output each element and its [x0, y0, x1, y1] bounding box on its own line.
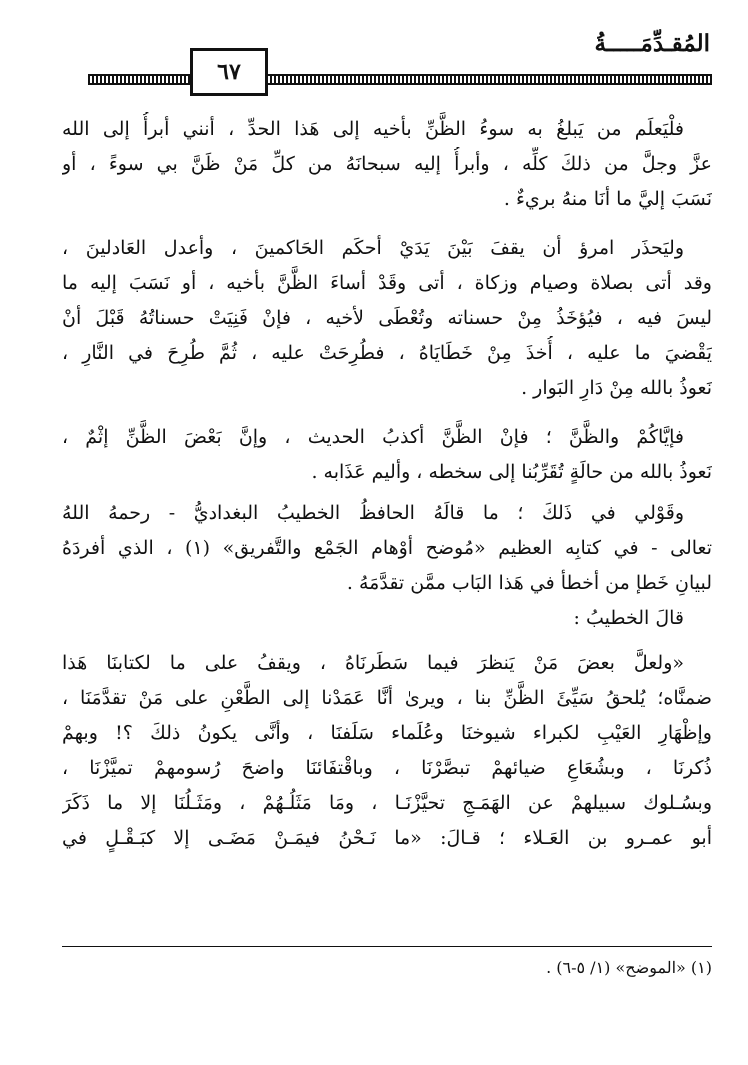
text-line: ضمنَّاه؛ يُلحقُ سَيِّئَ الظَّنِّ بنا ، ويرىٰ أنَّا عَمَدْنا إلى الطَّعْنِ على مَنْ تقدَّمَنَا ،: [62, 687, 712, 709]
text-line: فلْيَعلَم من يَبلغُ به سوءُ الظَّنِّ بأخيه إلى هَذا الحدِّ ، أنني أبرأُ إلى الله: [62, 118, 684, 140]
text-line: «ولعلَّ بعضَ مَنْ يَنظرَ فيما سَطَرنَاهُ ، ويقفُ على ما لكتابنَا هَذا: [62, 652, 684, 674]
text-line: يَقْضيَ ما عليه ، أُخذَ مِنْ خَطَايَاهُ ، فطُرِحَتْ عليه ، ثُمَّ طُرِحَ في النَّارِ ،: [62, 342, 712, 364]
text-line: ليسَ فيه ، فيُؤخَذُ مِنْ حسناته وتُعْطَى لأخيه ، فإنْ فَنِيَتْ حسناتُهُ قَبْلَ أنْ: [62, 307, 712, 329]
page-number: ٦٧: [190, 48, 268, 96]
text-line: نَعوذُ بالله مِنْ دَارِ البَوار .: [521, 377, 712, 399]
text-line: قالَ الخطيبُ :: [573, 607, 684, 629]
text-line: تعالى - في كتابِه العظيم «مُوضح أوْهام الجَمْع والتَّفريق» (١) ، الذي أفردَهُ: [62, 537, 712, 559]
paragraph: [62, 601, 712, 636]
text-line: وبسُـلوك سبيلهمْ عن الهَمَـجِ تحيَّزْنَـا ، ومَا مَثَلُـهُمْ ، ومَثَـلُنَا إلا ما ذَكَرَ: [62, 792, 712, 814]
text-line: عزَّ وجلَّ من ذلكَ كلِّه ، وأبرأُ إليه سبحانَهُ من كلِّ مَنْ ظَنَّ بي سوءً ، أو: [62, 153, 712, 175]
text-line: فإيَّاكُمْ والظَّنَّ ؛ فإنْ الظَّنَّ أكذبُ الحديث ، وإنَّ بَعْضَ الظَّنِّ إثْمٌ ،: [62, 426, 684, 448]
text-line: أبو عمـرو بن العَـلاء ؛ قـالَ: «ما نَـحْنُ فيمَـنْ مَضَـى إلا كبَـقْـلٍ في: [62, 827, 712, 849]
running-header-title: المُقـدِّمَـــــةُ: [594, 30, 710, 57]
body-text: [62, 112, 712, 856]
paragraph: [62, 496, 712, 601]
text-line: لبيانِ خَطإ من أخطأ في هَذا البَاب ممَّن تقدَّمَهُ .: [346, 572, 712, 594]
footnote: (١) «الموضح» (١/ ٥-٦) .: [546, 958, 712, 977]
paragraph: [62, 231, 712, 406]
text-line: وإظْهَارِ العَيْبِ لكبراء شيوخنَا وعُلَماء سَلَفنَا ، وأنَّى يكونُ ذلكَ ؟! وبهمْ: [62, 722, 712, 744]
paragraph: [62, 420, 712, 490]
text-line: وقَوْلي في ذَلكَ ؛ ما قالَهُ الحافظُ الخطيبُ البغداديُّ - رحمهُ اللهُ: [62, 502, 684, 524]
text-line: نَعوذُ بالله من حالَةٍ تُقَرِّبُنا إلى سخطه ، وأليم عَذَابه .: [311, 461, 712, 483]
paragraph: [62, 112, 712, 217]
text-line: نَسَبَ إليَّ ما أنَا منهُ بريءٌ .: [503, 188, 712, 210]
text-line: وليَحذَر امرؤ أن يقفَ بَيْنَ يَدَيْ أحكَم الحَاكمينَ ، وأعدل العَادلينَ ،: [62, 237, 684, 259]
text-line: وقد أتى بصلاة وصيام وزكاة ، أتى وقَدْ أساءَ الظَّنَّ بأخيه ، أو نَسَبَ إليه ما: [62, 272, 712, 294]
quote-paragraph: [62, 646, 712, 856]
footnote-separator: [62, 946, 712, 947]
text-line: ذُكرنَا ، وبشُعَاعِ ضيائهمْ تبصَّرْنَا ، وباقْتفَائنَا واضحَ رُسومهمْ تميَّزْنَا ،: [62, 757, 712, 779]
header-ornament-left: [88, 74, 190, 85]
header-ornament-right: [262, 74, 712, 85]
